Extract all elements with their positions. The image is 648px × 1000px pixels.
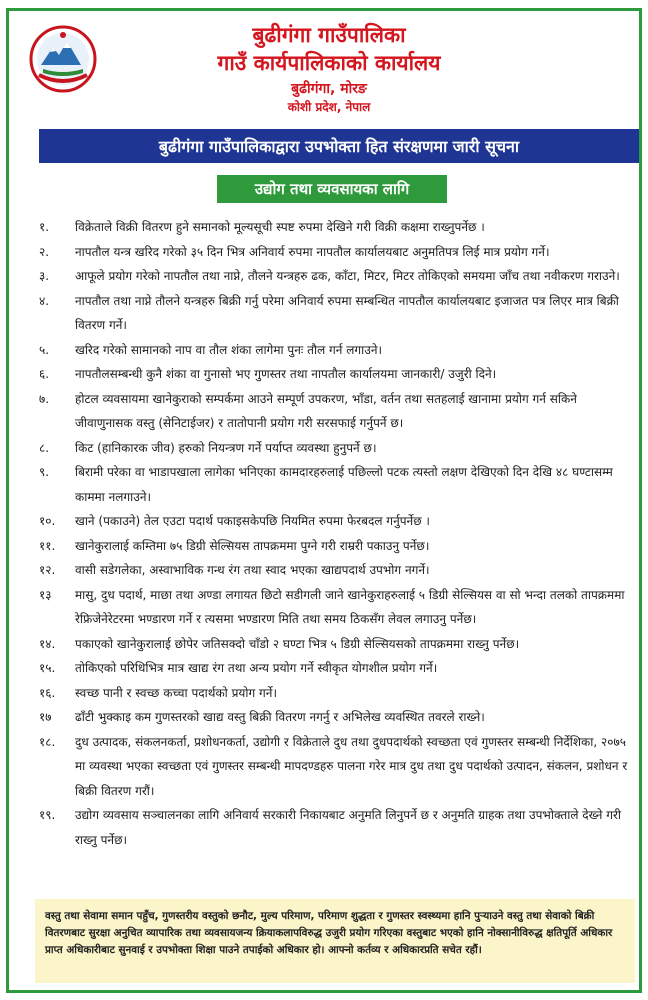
- list-item: [39, 534, 631, 559]
- notice-list: [39, 215, 631, 852]
- item-number: १८.: [39, 734, 56, 749]
- notice-subtitle: उद्योग तथा व्यवसायका लागि: [217, 175, 447, 203]
- list-item: [39, 730, 631, 804]
- list-item: [39, 583, 631, 632]
- item-text: मासु, दुध पदार्थ, माछा तथा अण्डा लगायत छिटो सडीगली जाने खानेकुराहरुलाई ५ डिग्री सेल्सियस वा सो भन्दा तलको तापक्रममा रेफ्रिजेनेरेटरमा भण्डारण गर्ने र त्यसमा भण्डारण मिति तथा समय ठिकसँग लेवल लगाउनु पर्नेछ।: [75, 587, 625, 626]
- list-item: [39, 338, 631, 363]
- item-number: १४.: [39, 636, 56, 651]
- item-text: खरिद गरेको सामानको नाप वा तौल शंका लागेमा पुनः तौल गर्न लगाउने।: [75, 342, 383, 357]
- item-number: ११.: [39, 538, 56, 553]
- office-address: बुढीगंगा, मोरङ: [291, 81, 367, 97]
- item-text: खानेकुरालाई कम्तिमा ७५ डिग्री सेल्सियस तापक्रममा पुग्ने गरी राम्ररी पकाउनु पर्नेछ।: [75, 538, 430, 553]
- list-item: [39, 558, 631, 583]
- item-number: १०.: [39, 514, 56, 528]
- item-text: दुध उत्पादक, संकलनकर्ता, प्रशोधनकर्ता, उद्योगी र विक्रेताले दुध तथा दुधपदार्थको स्वच्छता एवं गुणस्तर सम्बन्धी निर्देशिका, २०७५ मा व्यवस्था भएका स्वच्छता एवं गुणस्तर सम्बन्धी मापदण्डहरु पालना गरेर मात्र दुध तथा दुध पदार्थको उत्पादन, संकलन, प्रशोधन र बिक्री वितरण गरौं।: [75, 734, 628, 798]
- item-text: बिरामी परेका वा भाडापखाला लागेका भनिएका कामदारहरुलाई पछिल्लो पटक त्यस्तो लक्षण देखिएको दिन देखि ४८ घण्टासम्म काममा नलगाउने।: [75, 465, 613, 504]
- list-item: [39, 656, 631, 681]
- list-item: [39, 460, 631, 509]
- item-number: १९.: [39, 808, 56, 822]
- item-number: ८.: [39, 440, 50, 455]
- list-item: [39, 681, 631, 706]
- item-text: ढाँटी भुक्काइ कम गुणस्तरको खाद्य वस्तु बिक्री वितरण नगर्नु र अभिलेख व्यवस्थित तवरले राख्ने।: [75, 710, 485, 724]
- item-text: किट (हानिकारक जीव) हरुको नियन्त्रण गर्ने पर्याप्त व्यवस्था हुनुपर्ने छ।: [75, 440, 377, 455]
- item-number: २.: [39, 244, 50, 259]
- item-number: ४.: [39, 293, 50, 308]
- list-item: [39, 509, 631, 534]
- item-text: खाने (पकाउने) तेल एउटा पदार्थ पकाइसकेपछि नियमित रुपमा फेरबदल गर्नुपर्नेछ ।: [75, 514, 430, 528]
- list-item: [39, 264, 631, 289]
- province-name: कोशी प्रदेश, नेपाल: [287, 100, 371, 114]
- item-text: उद्योग व्यवसाय सञ्चालनका लागि अनिवार्य सरकारी निकायबाट अनुमति लिनुपर्ने छ र अनुमति ग्राहक तथा उपभोक्ताले देख्ने गरी राख्नु पर्नेछ।: [75, 808, 622, 847]
- item-number: ९.: [39, 465, 50, 479]
- list-item: [39, 289, 631, 338]
- footer-note: वस्तु तथा सेवामा समान पहुँच, गुणस्तरीय वस्तुको छनौट, मुल्य परिमाण, परिमाण शुद्धता र गुणस्तर स्वस्थ्यमा हानि पुऱ्याउने वस्तु तथा सेवाको बिक्री वितरणबाट सुरक्षा अनुचित व्यापारिक तथा व्यवसायजन्य क्रियाकलापविरुद्ध उजुरी प्रयोग गरिएका वस्तुबाट भएको हानि नोक्सानीविरुद्ध क्षतिपूर्ति अधिकार प्राप्त अधिकारीबाट सुनवाई र उपभोक्ता शिक्षा पाउने तपाईको अधिकार हो। आफ्नो कर्तव्य र अधिकारप्रति सचेत रहौं।: [35, 899, 635, 983]
- notice-page: [6, 8, 642, 993]
- list-item: [39, 436, 631, 461]
- item-text: होटल व्यवसायमा खानेकुराको सम्पर्कमा आउने सम्पूर्ण उपकरण, भाँडा, वर्तन तथा सतहलाई खानामा प्रयोग गर्न सकिने जीवाणुनासक वस्तु (सेनिटाईजर) र तातोपानी प्रयोग गरी सरसफाई गर्नुपर्ने छ।: [75, 391, 577, 430]
- item-number: १.: [39, 220, 50, 234]
- item-text: नापतौल यन्त्र खरिद गरेको ३५ दिन भित्र अनिवार्य रुपमा नापतौल कार्यालयबाट अनुमतिपत्र लिई मात्र प्रयोग गर्ने।: [75, 244, 550, 259]
- item-number: ७.: [39, 391, 50, 406]
- nepal-government-emblem-icon: [29, 25, 97, 93]
- item-number: १२.: [39, 563, 56, 577]
- item-number: १५.: [39, 661, 56, 675]
- item-text: विक्रेताले विक्री वितरण हुने समानको मूल्यसूची स्पष्ट रुपमा देखिने गरी विक्री कक्षमा राख्नुपर्नेछ ।: [75, 220, 485, 234]
- item-text: पकाएको खानेकुरालाई छोपेर जतिसक्दो चाँडो २ घण्टा भित्र ५ डिग्री सेल्सियसको तापक्रममा राख्नु पर्नेछ।: [75, 636, 520, 651]
- list-item: [39, 240, 631, 265]
- item-text: वासी सडेगलेका, अस्वाभाविक गन्ध रंग तथा स्वाद भएका खाद्यपदार्थ उपभोग नगर्ने।: [75, 563, 430, 577]
- list-item: [39, 387, 631, 436]
- item-text: नापतौलसम्बन्धी कुनै शंका वा गुनासो भए गुणस्तर तथा नापतौल कार्यालयमा जानकारी/ उजुरी दिने।: [75, 367, 497, 381]
- list-item: [39, 705, 631, 730]
- list-item: [39, 362, 631, 387]
- item-text: नापतौल तथा नाप्ने तौलने यन्त्रहरु बिक्री गर्नु परेमा अनिवार्य रुपमा सम्बन्धित नापतौल कार्यालयबाट इजाजत पत्र लिएर मात्र बिक्री वितरण गर्ने।: [75, 293, 619, 332]
- list-item: [39, 215, 631, 240]
- item-number: १७: [39, 710, 52, 724]
- office-name: गाउँ कार्यपालिकाको कार्यालय: [217, 51, 441, 75]
- notice-title: बुढीगंगा गाउँपालिकाद्वारा उपभोक्ता हित संरक्षणमा जारी सूचना: [39, 129, 639, 163]
- list-item: [39, 632, 631, 657]
- item-number: १६.: [39, 685, 56, 700]
- municipality-name: बुढीगंगा गाउँपालिका: [252, 23, 406, 47]
- item-number: ३.: [39, 269, 50, 283]
- item-number: १३: [39, 587, 52, 602]
- item-text: आफूले प्रयोग गरेको नापतौल तथा नाप्ने, तौलने यन्त्रहरु ढक, काँटा, मिटर, मिटर तोकिएको समयमा जाँच तथा नवीकरण गराउने।: [75, 269, 620, 283]
- list-item: [39, 803, 631, 852]
- item-number: ६.: [39, 367, 50, 381]
- item-text: स्वच्छ पानी र स्वच्छ कच्चा पदार्थको प्रयोग गर्ने।: [75, 685, 278, 700]
- item-text: तोकिएको परिधिभित्र मात्र खाद्य रंग तथा अन्य प्रयोग गर्ने स्वीकृत योगशील प्रयोग गर्ने।: [75, 661, 438, 675]
- item-number: ५.: [39, 342, 50, 357]
